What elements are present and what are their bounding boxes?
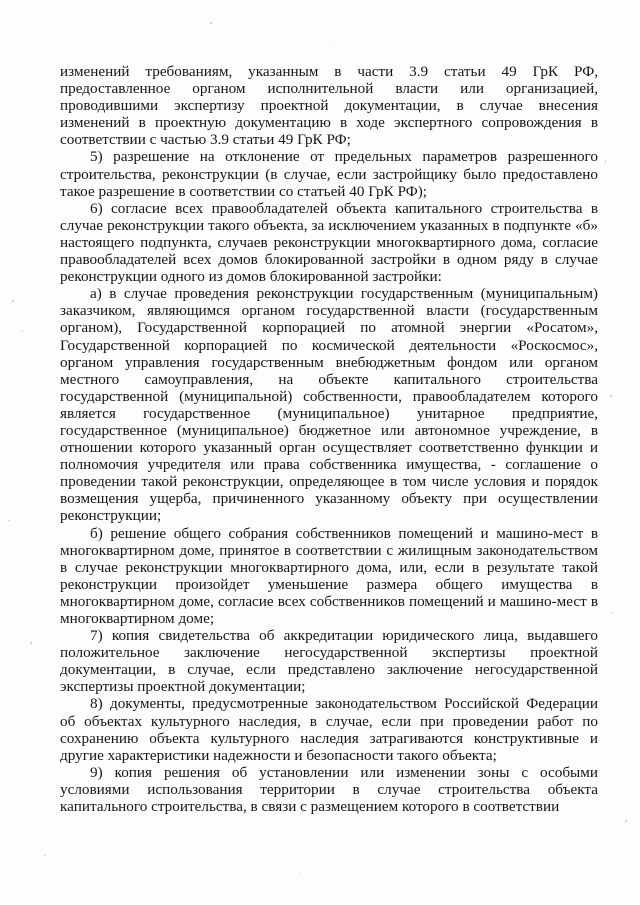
scan-speck bbox=[625, 820, 627, 822]
paragraph-continuation: изменений требованиям, указанным в части 3.9 статьи 49 ГрК РФ, предоставленное органом исполнительной власти или организацией, проводившими экспертизу проектной документации, в случае внесения изменений в проектную документацию в ходе экспертного сопровождения в соответствии с частью 3.9 статьи 49 ГрК РФ; bbox=[60, 63, 598, 149]
paragraph-item-6: 6) согласие всех правообладателей объекта капитального строительства в случае реконструкции такого объекта, за исключением указанных в подпункте «б» настоящего подпункта, случаев реконструкции многоквартирного дома, согласие правообладателей всех домов блокированной застройки в одном ряду в случае реконструкции одного из домов блокированной застройки: bbox=[60, 199, 598, 286]
paragraph-item-6b: б) решение общего собрания собственников помещений и машино-мест в многоквартирном доме, принятое в соответствии с жилищным законодательством в случае реконструкции многоквартирного дома, или, если в результате такой реконструкции произойдет уменьшение размера общего имущества в многоквартирном доме, согласие всех собственников помещений и машино-мест в многоквартирном доме; bbox=[60, 524, 598, 627]
scan-speck bbox=[44, 855, 46, 856]
paragraph-item-7: 7) копия свидетельства об аккредитации юридического лица, выдавшего положительное заключение негосударственной экспертизы проектной документации, в случае, если представлено заключение негосударственной экспертизы проектной документации; bbox=[60, 627, 598, 696]
document-body bbox=[60, 63, 598, 815]
paragraph-item-9: 9) копия решения об установлении или изменении зоны с особыми условиями использования территории в случае строительства объекта капитального строительства, в связи с размещением которого в соответствии bbox=[60, 763, 598, 816]
paragraph-item-6a: а) в случае проведения реконструкции государственным (муниципальным) заказчиком, являющимся органом государственной власти (государственным органом), Государственной корпорацией по атомной энергии «Росатом», Государственной корпорацией по космической деятельности «Роскосмос», органом управления государственным внебюджетным фондом или органом местного самоуправления, на объекте капитального строительства государственной (муниципальной) собственности, правообладателем которого является государственное (муниципальное) унитарное предприятие, государственное (муниципальное) бюджетное или автономное учреждение, в отношении которого указанный орган осуществляет соответственно функции и полномочия учредителя или права собственника имущества, - соглашение о проведении такой реконструкции, определяющее в том числе условия и порядок возмещения ущерба, причиненного указанному объекту при осуществлении реконструкции; bbox=[60, 285, 598, 525]
scan-speck bbox=[330, 40, 331, 41]
scan-speck bbox=[22, 330, 23, 332]
scan-speck bbox=[605, 160, 606, 163]
scan-speck bbox=[8, 520, 10, 521]
scan-speck bbox=[610, 395, 612, 397]
paragraph-item-5: 5) разрешение на отклонение от предельных параметров разрешенного строительства, реконструкции (в случае, если застройщику было предоставлено такое разрешение в соответствии со статьей 40 ГрК РФ); bbox=[60, 148, 598, 200]
scan-speck bbox=[12, 300, 14, 302]
paragraph-item-8: 8) документы, предусмотренные законодательством Российской Федерации об объектах культурного наследия, в случае, если при проведении работ по сохранению объекта культурного наследия затрагиваются конструктивные и другие характеристики надежности и безопасности такого объекта; bbox=[60, 695, 598, 764]
scan-speck bbox=[30, 642, 32, 644]
scan-speck bbox=[300, 872, 301, 873]
scan-speck bbox=[612, 612, 613, 614]
scan-speck bbox=[210, 22, 212, 24]
